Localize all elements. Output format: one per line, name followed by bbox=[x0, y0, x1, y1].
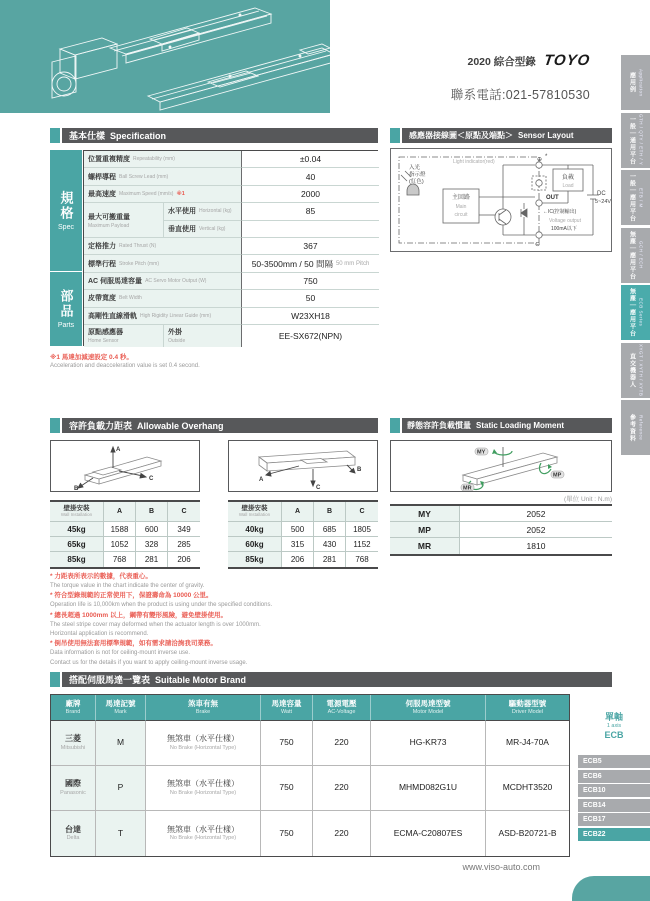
driver-model-cell: ASD-B20721-B bbox=[486, 811, 569, 856]
spec-row-sensor-value: EE-SX672(NPN) bbox=[241, 325, 379, 347]
product-banner bbox=[0, 0, 330, 113]
cell: 430 bbox=[314, 537, 346, 552]
spec-row-motor-value: 750 bbox=[241, 273, 379, 290]
sensor-circuit-diagram bbox=[390, 148, 612, 252]
group-label-en: Parts bbox=[57, 322, 75, 329]
cell: 281 bbox=[314, 552, 346, 567]
axis-a-label: A bbox=[116, 447, 121, 453]
cell: 1052 bbox=[104, 537, 136, 552]
group-parts bbox=[50, 272, 82, 346]
cell: 328 bbox=[136, 537, 168, 552]
accent-square bbox=[50, 672, 60, 687]
sidebar-tab-etb[interactable] bbox=[621, 170, 650, 225]
tab-label-en: GTH / QTY / ETH / Y bbox=[638, 114, 644, 166]
col-header-c: C bbox=[168, 502, 200, 522]
tab-label-zh: 一般｜通用平台 bbox=[628, 115, 635, 165]
group-label-en: Spec bbox=[58, 223, 74, 231]
cell: 206 bbox=[282, 552, 314, 567]
spec-row-repeatability-label: 位置重複精度 Repeatability (mm) bbox=[84, 151, 241, 168]
driver-model-cell: MR-J4-70A bbox=[486, 721, 569, 766]
group-label-zh: 規格 bbox=[58, 190, 74, 221]
section-header-overhang bbox=[50, 418, 378, 433]
model-nav-ecb5[interactable]: ECB5 bbox=[578, 755, 650, 768]
brake-cell: 無煞車（水平仕樣） No Brake (Horizontal Type) bbox=[146, 766, 261, 811]
spec-row-horizontal-value: 85 bbox=[241, 203, 379, 220]
note-line: * 力距表所表示的數據，代表重心。 bbox=[50, 573, 152, 580]
label-100ma: 100mA以下 bbox=[551, 226, 577, 232]
section-title-zh: 感應器接線圖＜原點及端點＞ bbox=[409, 131, 513, 140]
col-header-installation: 壁掛安裝 Wall Installation bbox=[228, 502, 282, 522]
cell: 600 bbox=[136, 522, 168, 537]
terminal-plus: ⊕ bbox=[537, 157, 543, 163]
group-label-zh: 部品 bbox=[58, 289, 74, 319]
tab-label-en: XYGT / XYTH / XYTB bbox=[638, 343, 644, 397]
cell: 2052 bbox=[460, 506, 612, 522]
spec-row-vertical-value-empty bbox=[241, 221, 379, 238]
tab-label-en: Reference bbox=[638, 414, 644, 441]
sidebar-tab-gch[interactable] bbox=[621, 228, 650, 283]
series-en: 1 axis bbox=[606, 722, 622, 729]
section-header-static-moment bbox=[390, 418, 612, 433]
sidebar-tab-xygt[interactable] bbox=[621, 343, 650, 398]
watt-cell: 750 bbox=[261, 721, 313, 766]
cell: 206 bbox=[177, 555, 191, 564]
section-title-en: Static Loading Moment bbox=[476, 421, 564, 430]
motor-brand-table bbox=[50, 694, 570, 857]
col-header-brake: 煞車有無 Brake bbox=[146, 695, 261, 721]
model-nav-ecb14[interactable]: ECB14 bbox=[578, 799, 650, 812]
tab-label-zh: 應用例 bbox=[628, 72, 635, 93]
motor-model-cell: MHMD082G1U bbox=[371, 766, 486, 811]
note-line: * 總長超過 1000mm 以上，鋼帶有變形風險，避免壁掛使用。 bbox=[50, 611, 227, 619]
label-indicator-1: 入光 bbox=[409, 165, 421, 171]
spec-row-speed-value: 2000 bbox=[241, 186, 379, 203]
spec-row-motor-label: AC 伺服馬達容量 AC Servo Motor Output (W) bbox=[84, 273, 241, 290]
actuator-wireframe-illustration bbox=[0, 0, 330, 113]
brake-cell: 無煞車（水平仕樣） No Brake (Horizontal Type) bbox=[146, 721, 261, 766]
col-header-voltage: 電源電壓 AC-Voltage bbox=[313, 695, 371, 721]
spec-row-thrust-value: 367 bbox=[241, 238, 379, 255]
spec-row-lead-value: 40 bbox=[241, 168, 379, 185]
section-title-en: Specification bbox=[110, 130, 167, 141]
spec-row-sensor-label: 原點感應器 Home Sensor bbox=[84, 325, 163, 347]
mark-cell: P bbox=[96, 766, 146, 811]
cell: 685 bbox=[314, 522, 346, 537]
accent-square bbox=[50, 418, 60, 433]
model-nav-ecb22[interactable]: ECB22 bbox=[578, 828, 650, 841]
axis-a-label: A bbox=[259, 477, 264, 483]
spec-row-belt-value: 50 bbox=[241, 290, 379, 307]
spec-row-stroke-label: 標準行程 Stroke Pitch (mm) bbox=[84, 255, 241, 272]
spec-row-sensor-sub-label: 外掛 Outside bbox=[163, 325, 241, 347]
note-line: Contact us for the details if you want to apply ceiling-mount inverse usage. bbox=[50, 659, 248, 666]
spec-footnote bbox=[50, 352, 200, 369]
spec-row-vertical-label: 垂直使用 Vertical (kg) bbox=[163, 221, 241, 238]
spec-row-horizontal-label: 水平使用 Horizontal (kg) bbox=[163, 203, 241, 220]
note-line: * 倒吊使用無法套用標準規範，如有需求請洽詢我司業務。 bbox=[50, 640, 217, 648]
overhang-table-right bbox=[228, 500, 378, 569]
spec-row-guide-label: 高剛性直線滑軌 High Rigidity Linear Guide (mm) bbox=[84, 308, 241, 325]
model-nav-ecb17[interactable]: ECB17 bbox=[578, 813, 650, 826]
footnote-red: ※1 馬達加減速設定 0.4 秒。 bbox=[50, 354, 133, 361]
motor-model-cell: HG-KR73 bbox=[371, 721, 486, 766]
label-main-circuit-zh: 主回路 bbox=[451, 195, 471, 201]
col-header-watt: 馬達容量 Watt bbox=[261, 695, 313, 721]
footnote-en: Acceleration and deacceleration value is set 0.4 second. bbox=[50, 363, 200, 369]
row-key: 65kg bbox=[50, 537, 104, 552]
label-indicator-2: 指示燈 bbox=[409, 172, 426, 178]
col-header-a: A bbox=[282, 502, 314, 522]
tab-label-en: Application bbox=[638, 68, 644, 97]
axis-b-label: B bbox=[357, 467, 362, 473]
section-title-en: Sensor Layout bbox=[518, 131, 574, 140]
cell: 1805 bbox=[346, 522, 378, 537]
spec-table bbox=[50, 150, 378, 346]
cell: 2052 bbox=[460, 522, 612, 538]
row-key: MY bbox=[390, 506, 460, 522]
sidebar-tab-reference[interactable] bbox=[621, 400, 650, 455]
tab-label-zh: 無塵｜應用平台 bbox=[628, 288, 635, 337]
watt-cell: 750 bbox=[261, 811, 313, 856]
note-line: * 符合型錄規範的正常使用下，保證壽命為 10000 公里。 bbox=[50, 592, 213, 600]
axis-c-label: C bbox=[149, 476, 154, 482]
label-dc-voltage: 5~24V bbox=[595, 199, 611, 205]
footnote-mark: ※1 bbox=[176, 190, 185, 197]
section-header-sensor-layout bbox=[390, 128, 612, 143]
row-key: 45kg bbox=[50, 522, 104, 537]
voltage-cell: 220 bbox=[313, 766, 371, 811]
note-line: The torque value in the chart indicate the center of gravity. bbox=[50, 583, 205, 590]
motor-model-cell: ECMA-C20807ES bbox=[371, 811, 486, 856]
page-header bbox=[451, 52, 590, 103]
accent-square bbox=[390, 128, 400, 143]
section-title-en: Allowable Overhang bbox=[137, 420, 224, 431]
tab-label-zh: 直交機器人 bbox=[628, 352, 635, 388]
overhang-table-left bbox=[50, 500, 200, 569]
voltage-cell: 220 bbox=[313, 811, 371, 856]
terminal-minus: ⊖ bbox=[535, 242, 541, 248]
col-header-b: B bbox=[136, 502, 168, 522]
section-header-motor-brand bbox=[50, 672, 612, 687]
spec-row-speed-label: 最高速度 Maximum Speed (mm/s) ※1 bbox=[84, 186, 241, 203]
series-code: ECB bbox=[604, 730, 624, 741]
col-header-a: A bbox=[104, 502, 136, 522]
tab-label-en: ECB Series bbox=[638, 298, 644, 327]
spec-row-payload-label: 最大可搬重量 Maximum Payload bbox=[84, 203, 163, 238]
cell: 1588 bbox=[104, 522, 136, 537]
label-out: OUT bbox=[546, 195, 559, 201]
brand-cell: 國際 Panasonic bbox=[51, 766, 96, 811]
axis-c-label: C bbox=[316, 485, 321, 491]
label-voltage-output: Voltage output bbox=[549, 218, 581, 224]
cell: 768 bbox=[104, 552, 136, 567]
row-key: 60kg bbox=[228, 537, 282, 552]
series-zh: 單軸 bbox=[604, 712, 623, 722]
section-title-en: Suitable Motor Brand bbox=[155, 674, 247, 685]
terminal-star: * bbox=[545, 154, 548, 160]
website-url: www.viso-auto.com bbox=[462, 862, 540, 872]
sidebar-tab-gth[interactable] bbox=[621, 113, 650, 168]
mark-cell: M bbox=[96, 721, 146, 766]
moment-unit: (單位 Unit : N.m) bbox=[563, 496, 612, 503]
col-header-mark: 馬達記號 Mark bbox=[96, 695, 146, 721]
tab-label-zh: 參考資料 bbox=[628, 413, 635, 442]
section-title-zh: 搭配伺服馬達一覽表 bbox=[69, 675, 151, 685]
cell: 1810 bbox=[526, 541, 546, 551]
tab-label-en: ETB / M bbox=[638, 187, 644, 208]
tab-label-zh: 無塵｜應用平台 bbox=[628, 230, 635, 280]
row-key: 40kg bbox=[228, 522, 282, 537]
tab-label-en: GCH / ECH bbox=[638, 241, 644, 269]
model-nav-ecb10[interactable]: ECB10 bbox=[578, 784, 650, 797]
label-load-zh: 負載 bbox=[561, 175, 575, 181]
section-title-zh: 基本仕樣 bbox=[69, 131, 106, 141]
cell: 315 bbox=[282, 537, 314, 552]
row-key: 85kg bbox=[50, 552, 104, 567]
moment-mp-label: MP bbox=[553, 472, 562, 479]
spec-row-thrust-label: 定格推力 Rated Thrust (N) bbox=[84, 238, 241, 255]
spec-row-repeatability-value: ±0.04 bbox=[241, 151, 379, 168]
label-load-en: Load bbox=[562, 183, 574, 189]
corner-accent-shape bbox=[572, 876, 650, 901]
sidebar-tab-ecb-series[interactable] bbox=[621, 285, 650, 340]
brand-cell: 三菱 Mitsubishi bbox=[51, 721, 96, 766]
cell: 281 bbox=[136, 552, 168, 567]
col-header-driver-model: 驅動器型號 Driver Model bbox=[486, 695, 569, 721]
cell: 349 bbox=[168, 522, 200, 537]
toyo-logo: TOYO bbox=[542, 52, 592, 69]
driver-model-cell: MCDHT3520 bbox=[486, 766, 569, 811]
moment-table bbox=[390, 504, 612, 556]
moment-mr-label: MR bbox=[463, 485, 472, 491]
group-spec bbox=[50, 150, 82, 271]
row-key: 85kg bbox=[228, 552, 282, 567]
label-dc: DC bbox=[597, 191, 606, 197]
label-ic: ←IC(控制輸出) bbox=[543, 209, 577, 215]
cell: 1152 bbox=[346, 537, 378, 552]
section-header-specification bbox=[50, 128, 378, 143]
accent-square bbox=[50, 128, 60, 143]
cell: 285 bbox=[168, 537, 200, 552]
contact-phone: 聯系電話:021-57810530 bbox=[450, 88, 590, 102]
col-header-c: C bbox=[346, 502, 378, 522]
section-title-zh: 靜態容許負載慣量 bbox=[407, 421, 471, 430]
brake-cell: 無煞車（水平仕樣） No Brake (Horizontal Type) bbox=[146, 811, 261, 856]
row-key: MR bbox=[390, 538, 460, 554]
row-key: MP bbox=[390, 522, 460, 538]
note-line: Data information is not for ceiling-mount inverse use. bbox=[50, 650, 191, 657]
moment-my-label: MY bbox=[477, 449, 486, 456]
usage-notes bbox=[50, 572, 272, 668]
overhang-diagram-left bbox=[50, 440, 200, 492]
col-header-motor-model: 伺服馬達型號 Motor Model bbox=[371, 695, 486, 721]
label-indicator-3: (紅色) bbox=[409, 179, 424, 185]
label-main-circuit-en1: Main bbox=[455, 204, 467, 210]
watt-cell: 750 bbox=[261, 766, 313, 811]
spec-row-lead-label: 螺桿導程 Ball Screw Lead (mm) bbox=[84, 168, 241, 185]
spec-row-belt-label: 皮帶寬度 Belt Width bbox=[84, 290, 241, 307]
label-main-circuit-en2: circuit bbox=[454, 212, 468, 218]
col-header-installation: 壁掛安裝 Wall Installation bbox=[50, 502, 104, 522]
sidebar-tab-application[interactable] bbox=[621, 55, 650, 110]
tab-label-zh: 一般｜應用平台 bbox=[628, 173, 635, 222]
accent-square bbox=[390, 418, 400, 433]
col-header-b: B bbox=[314, 502, 346, 522]
spec-row-stroke-value: 50-3500mm / 50 間隔 50 mm Pitch bbox=[241, 255, 379, 272]
cell: 500 bbox=[282, 522, 314, 537]
section-title-zh: 容許負載力距表 bbox=[69, 421, 133, 431]
brand-cell: 台達 Delta bbox=[51, 811, 96, 856]
overhang-diagram-right bbox=[228, 440, 378, 492]
axis-b-label: B bbox=[74, 486, 79, 491]
label-indicator-en: Light indicator(red) bbox=[453, 159, 495, 165]
note-line: Horizontal application is recommend. bbox=[50, 631, 149, 638]
cell: 768 bbox=[355, 555, 369, 564]
spec-row-guide-value: W23XH18 bbox=[241, 308, 379, 325]
model-nav-ecb6[interactable]: ECB6 bbox=[578, 770, 650, 783]
note-line: The steel stripe cover may deformed when the actuator length is over 1000mm. bbox=[50, 621, 261, 628]
voltage-cell: 220 bbox=[313, 721, 371, 766]
catalog-title: 2020 綜合型錄 bbox=[467, 56, 536, 68]
mark-cell: T bbox=[96, 811, 146, 856]
col-header-brand: 廠牌 Brand bbox=[51, 695, 96, 721]
model-series-heading bbox=[578, 712, 650, 741]
moment-diagram bbox=[390, 440, 612, 492]
note-line: Operation life is 10,000km when the product is using under the specified conditions. bbox=[50, 602, 273, 609]
